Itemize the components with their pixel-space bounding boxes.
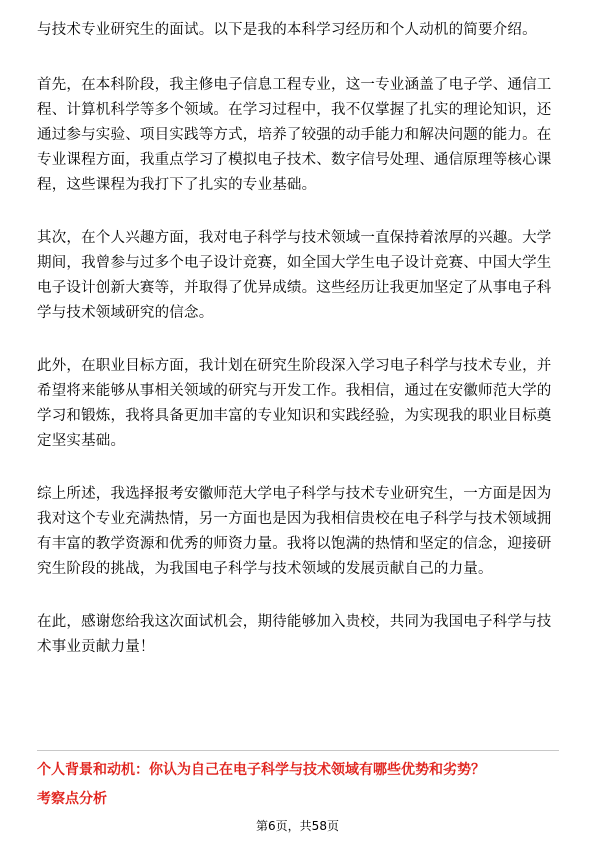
analysis-heading: 考察点分析: [37, 791, 107, 807]
paragraph-closing: 在此，感谢您给我这次面试机会，期待能够加入贵校，共同为我国电子科学与技术事业贡献力量！: [37, 614, 552, 655]
page-number: 第6页，共58页: [256, 819, 339, 833]
paragraph-intro-continuation: 与技术专业研究生的面试。以下是我的本科学习经历和个人动机的简要介绍。: [37, 22, 537, 38]
section-divider: [37, 750, 559, 751]
paragraph-undergraduate-study: 首先，在本科阶段，我主修电子信息工程专业，这一专业涵盖了电子学、通信工程、计算机科学等多个领域。在学习过程中，我不仅掌握了扎实的理论知识，还通过参与实验、项目实践等方式，培养了较强的动手能力和解决问题的能力。在专业课程方面，我重点学习了模拟电子技术、数字信号处理、通信原理等核心课程，这些课程为我打下了扎实的专业基础。: [37, 77, 552, 193]
interview-question-heading: 个人背景和动机：你认为自己在电子科学与技术领域有哪些优势和劣势？: [37, 762, 485, 778]
document-body: [37, 18, 559, 688]
paragraph-summary: 综上所述，我选择报考安徽师范大学电子科学与技术专业研究生，一方面是因为我对这个专业充满热情，另一方面也是因为我相信贵校在电子科学与技术领域拥有丰富的教学资源和优秀的师资力量。我将以饱满的热情和坚定的信念，迎接研究生阶段的挑战，为我国电子科学与技术领域的发展贡献自己的力量。: [37, 486, 552, 577]
paragraph-career-goal: 此外，在职业目标方面，我计划在研究生阶段深入学习电子科学与技术专业，并希望将来能够从事相关领域的研究与开发工作。我相信，通过在安徽师范大学的学习和锻炼，我将具备更加丰富的专业知识和实践经验，为实现我的职业目标奠定坚实基础。: [37, 358, 552, 449]
paragraph-personal-interest: 其次，在个人兴趣方面，我对电子科学与技术领域一直保持着浓厚的兴趣。大学期间，我曾参与过多个电子设计竞赛，如全国大学生电子设计竞赛、中国大学生电子设计创新大赛等，并取得了优异成绩。这些经历让我更加坚定了从事电子科学与技术领域研究的信念。: [37, 230, 552, 321]
